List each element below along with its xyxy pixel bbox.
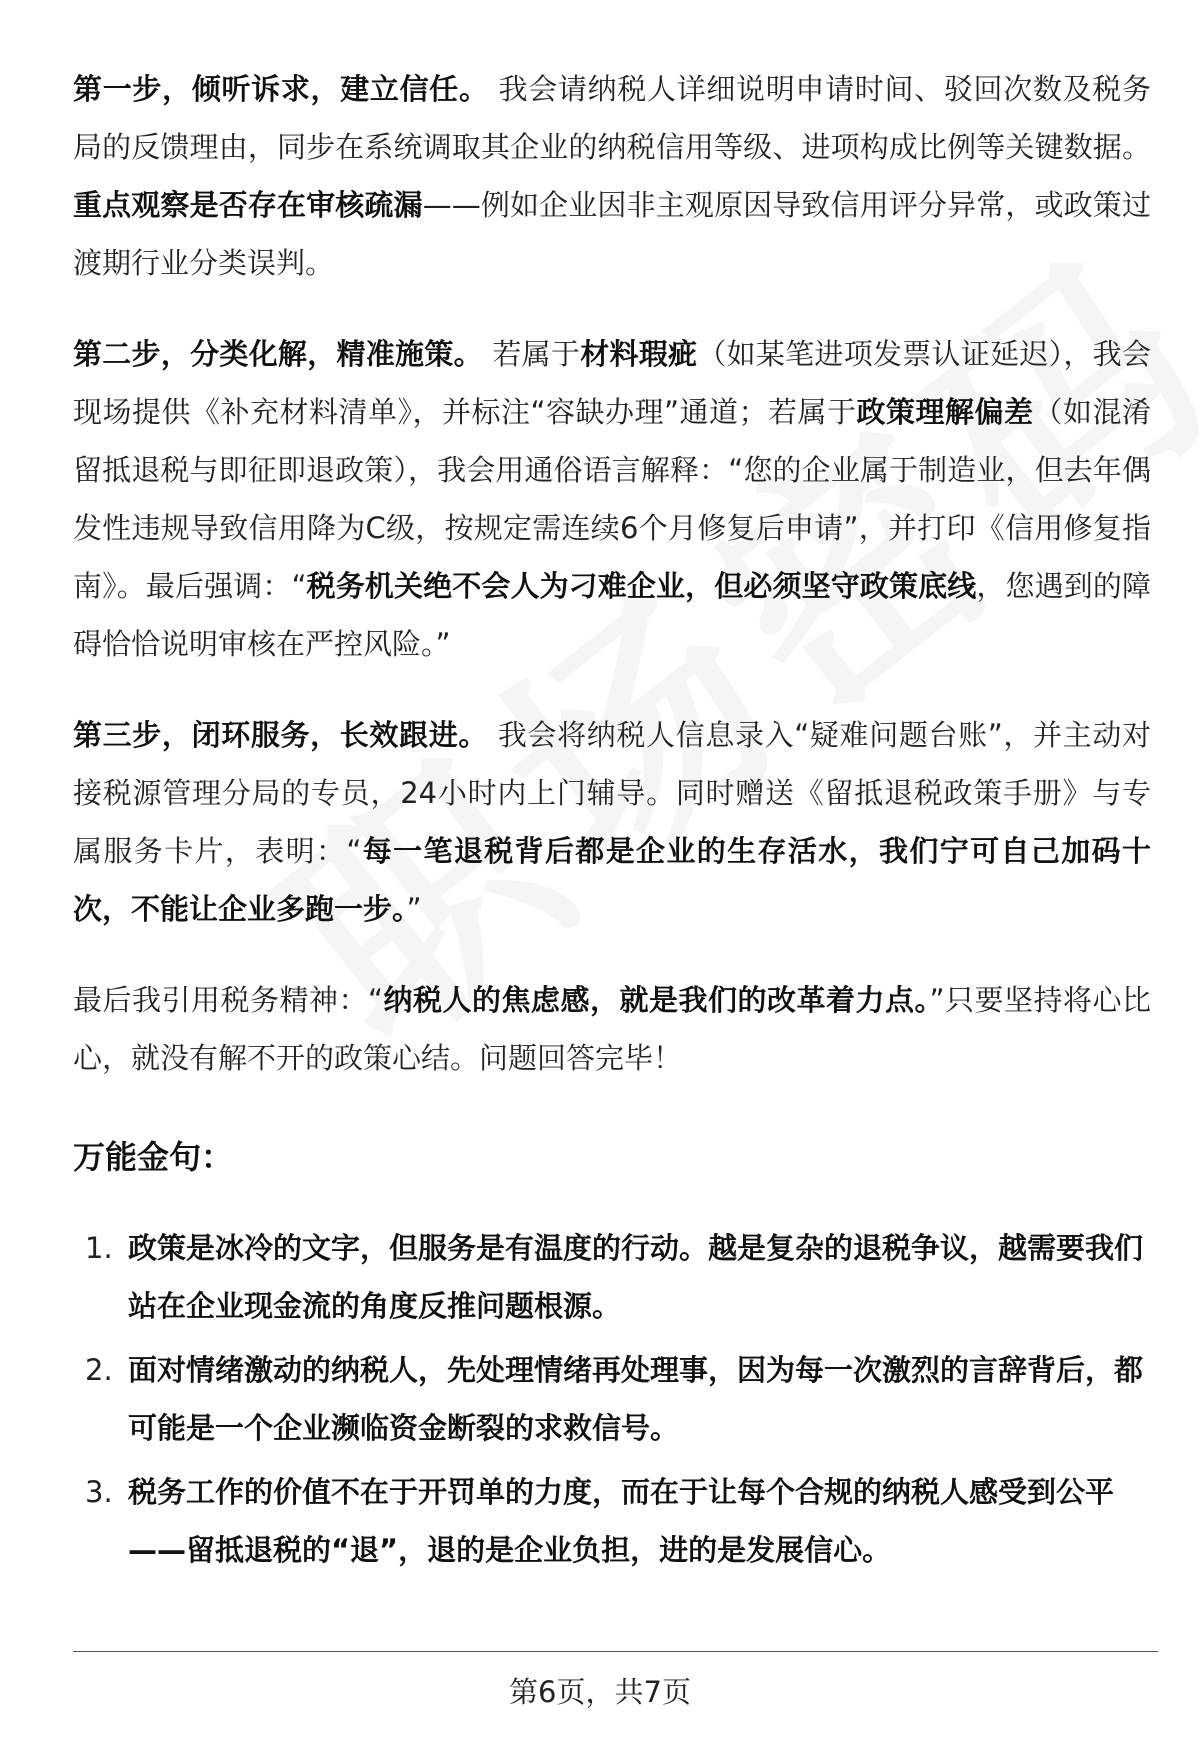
bold-text: 重点观察是否存在审核疏漏 [73,188,423,222]
footer-divider [73,1651,1158,1652]
list-item-text: 面对情绪激动的纳税人，先处理情绪再处理事，因为每一次激烈的言辞背后，都可能是一个企业濒临资金断裂的求救信号。 [128,1353,1144,1445]
body-text: ”只要坚持将心比心，就没有解不开的政策心结。问题回答完毕！ [73,983,1151,1075]
bold-text: 每一笔退税背后都是企业的生存活水，我们宁可自己加码十次，不能让企业多跑一步。 [73,834,1151,926]
list-item [73,1219,1151,1335]
bold-text: 第二步，分类化解，精准施策。 [73,337,483,371]
list-item [73,1341,1151,1457]
page-content [73,60,1151,1585]
paragraph-conclusion [73,971,1151,1087]
paragraph-step-2 [73,325,1151,673]
page-number: 第6页，共7页 [509,1675,691,1709]
bold-text: 材料瑕疵 [580,337,698,371]
list-item-text: 税务工作的价值不在于开罚单的力度，而在于让每个合规的纳税人感受到公平——留抵退税的“退”，退的是企业负担，进的是发展信心。 [128,1475,1115,1567]
bold-text: 税务机关绝不会人为刁难企业，但必须坚守政策底线 [306,569,977,603]
body-text: 我会请纳税人详细说明申请时间、驳回次数及税务局的反馈理由，同步在系统调取其企业的纳税信用等级、进项构成比例等关键数据。 [73,72,1151,164]
list-item-text: 政策是冰冷的文字，但服务是有温度的行动。越是复杂的退税争议，越需要我们站在企业现金流的角度反推问题根源。 [128,1231,1144,1323]
paragraph-step-3 [73,706,1151,938]
paragraph-step-1 [73,60,1151,292]
body-text: ，您遇到的障碍恰恰说明审核在严控风险。” [73,569,1151,661]
list-number: 2. [85,1353,113,1387]
section-title: 万能金句： [73,1138,234,1176]
body-paragraphs [73,60,1151,1087]
body-text: 我会将纳税人信息录入“疑难问题台账”，并主动对接税源管理分局的专员，24小时内上门辅导。同时赠送《留抵退税政策手册》与专属服务卡片，表明：“ [73,718,1151,868]
bold-text: 政策理解偏差 [856,395,1034,429]
golden-sentence-list [73,1219,1151,1579]
body-text: 最后我引用税务精神：“ [73,983,384,1017]
bold-text: 第三步，闭环服务，长效跟进。 [73,718,488,752]
body-text: ” [406,892,422,926]
list-number: 3. [85,1475,113,1509]
bold-text: 第一步，倾听诉求，建立信任。 [73,72,489,106]
body-text: （如某笔进项发票认证延迟），我会现场提供《补充材料清单》，并标注“容缺办理”通道；若属于 [73,337,1151,429]
list-item [73,1463,1151,1579]
body-text: 若属于 [482,337,581,371]
list-number: 1. [85,1231,113,1265]
bold-text: 纳税人的焦虑感，就是我们的改革着力点。 [383,983,930,1017]
body-text: ——例如企业因非主观原因导致信用评分异常，或政策过渡期行业分类误判。 [73,188,1151,280]
body-text: （如混淆留抵退税与即征即退政策），我会用通俗语言解释：“您的企业属于制造业，但去年偶发性违规导致信用降为C级，按规定需连续6个月修复后申请”，并打印《信用修复指南》。最后强调：“ [73,395,1151,603]
